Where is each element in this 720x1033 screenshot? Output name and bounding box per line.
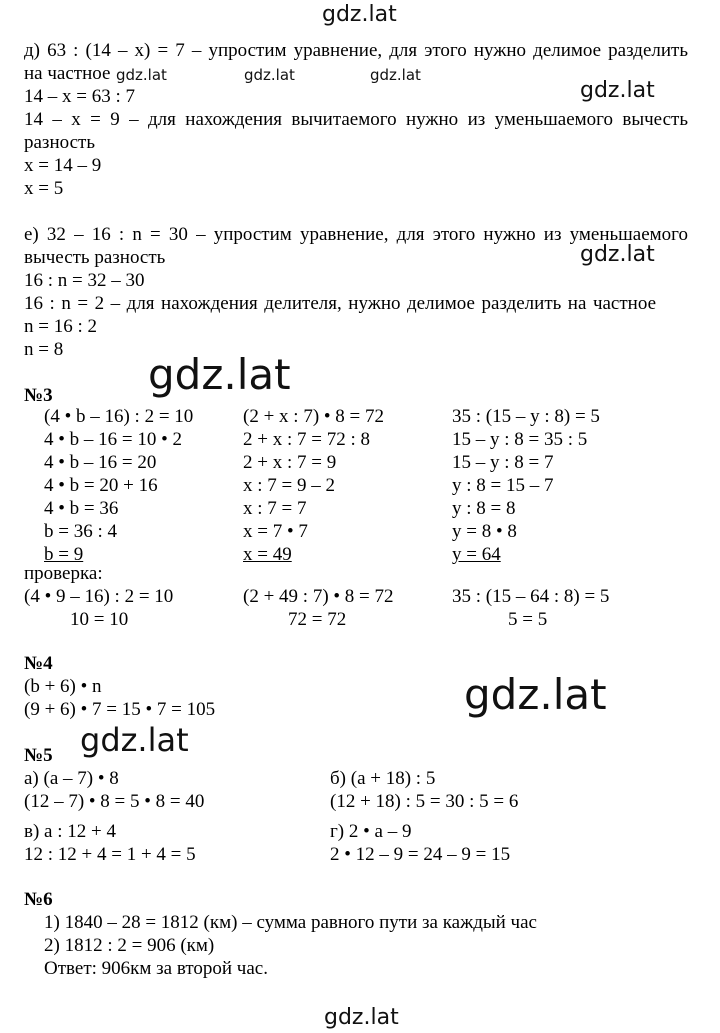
check-line: 10 = 10	[70, 609, 129, 630]
equation-line: г) 2 • a – 9	[330, 821, 412, 842]
watermark: gdz.lat	[244, 66, 295, 84]
task-heading: №6	[24, 889, 53, 910]
check-line: 72 = 72	[288, 609, 347, 630]
check-line: 35 : (15 – 64 : 8) = 5	[452, 586, 610, 607]
equation-line: 35 : (15 – y : 8) = 5	[452, 406, 600, 427]
text-line: е) 32 – 16 : n = 30 – упростим уравнение, для этого нужно из уменьшаемого	[24, 224, 688, 245]
equation-line: y : 8 = 8	[452, 498, 516, 519]
equation-line: б) (a + 18) : 5	[330, 768, 436, 789]
check-line: 5 = 5	[508, 609, 548, 630]
equation-line: 4 • b – 16 = 10 • 2	[44, 429, 183, 450]
solution-line: 2) 1812 : 2 = 906 (км)	[44, 935, 215, 956]
watermark: gdz.lat	[324, 1005, 399, 1030]
equation-line: b = 36 : 4	[44, 521, 117, 542]
equation-line: 2 + x : 7 = 72 : 8	[243, 429, 370, 450]
text-line: 14 – x = 9 – для нахождения вычитаемого нужно из уменьшаемого вычесть	[24, 109, 688, 130]
equation-line: (9 + 6) • 7 = 15 • 7 = 105	[24, 699, 216, 720]
equation-line: y = 8 • 8	[452, 521, 517, 542]
equation-line: (12 – 7) • 8 = 5 • 8 = 40	[24, 791, 205, 812]
equation-line: (2 + x : 7) • 8 = 72	[243, 406, 385, 427]
text-line: n = 8	[24, 339, 64, 360]
watermark: gdz.lat	[464, 670, 607, 719]
equation-line: 15 – y : 8 = 7	[452, 452, 554, 473]
watermark: gdz.lat	[580, 242, 655, 267]
watermark: gdz.lat	[580, 78, 655, 103]
equation-line: 2 • 12 – 9 = 24 – 9 = 15	[330, 844, 511, 865]
answer-line: x = 49	[243, 544, 292, 565]
text-line: 14 – x = 63 : 7	[24, 86, 135, 107]
task-heading: №3	[24, 385, 53, 406]
watermark: gdz.lat	[370, 66, 421, 84]
equation-line: x : 7 = 7	[243, 498, 307, 519]
equation-line: 4 • b = 36	[44, 498, 119, 519]
text-line: разность	[24, 132, 95, 153]
equation-line: 15 – y : 8 = 35 : 5	[452, 429, 588, 450]
watermark: gdz.lat	[148, 350, 291, 399]
watermark: gdz.lat	[116, 66, 167, 84]
equation-line: 12 : 12 + 4 = 1 + 4 = 5	[24, 844, 196, 865]
text-line: вычесть разность	[24, 247, 166, 268]
watermark: gdz.lat	[322, 2, 397, 27]
equation-line: 2 + x : 7 = 9	[243, 452, 337, 473]
check-line: (4 • 9 – 16) : 2 = 10	[24, 586, 174, 607]
equation-line: а) (a – 7) • 8	[24, 768, 119, 789]
equation-line: x : 7 = 9 – 2	[243, 475, 335, 496]
equation-line: x = 7 • 7	[243, 521, 308, 542]
text-line: д) 63 : (14 – x) = 7 – упростим уравнение, для этого нужно делимое разделить	[24, 40, 688, 61]
equation-line: (b + 6) • n	[24, 676, 102, 697]
task-heading: №5	[24, 745, 53, 766]
text-line: n = 16 : 2	[24, 316, 97, 337]
watermark: gdz.lat	[80, 721, 189, 759]
text-line: 16 : n = 2 – для нахождения делителя, нужно делимое разделить на частное	[24, 293, 656, 314]
task-heading: №4	[24, 653, 53, 674]
equation-line: (12 + 18) : 5 = 30 : 5 = 6	[330, 791, 519, 812]
answer-line: Ответ: 906км за второй час.	[44, 958, 268, 979]
solution-line: 1) 1840 – 28 = 1812 (км) – сумма равного пути за каждый час	[44, 912, 537, 933]
text-line: на частное	[24, 63, 111, 84]
equation-line: y : 8 = 15 – 7	[452, 475, 554, 496]
text-line: x = 14 – 9	[24, 155, 102, 176]
text-line: x = 5	[24, 178, 64, 199]
check-line: (2 + 49 : 7) • 8 = 72	[243, 586, 394, 607]
answer-line: b = 9	[44, 544, 84, 565]
text-line: 16 : n = 32 – 30	[24, 270, 145, 291]
equation-line: 4 • b = 20 + 16	[44, 475, 158, 496]
check-label: проверка:	[24, 563, 103, 584]
equation-line: 4 • b – 16 = 20	[44, 452, 157, 473]
equation-line: в) a : 12 + 4	[24, 821, 116, 842]
answer-line: y = 64	[452, 544, 501, 565]
equation-line: (4 • b – 16) : 2 = 10	[44, 406, 194, 427]
